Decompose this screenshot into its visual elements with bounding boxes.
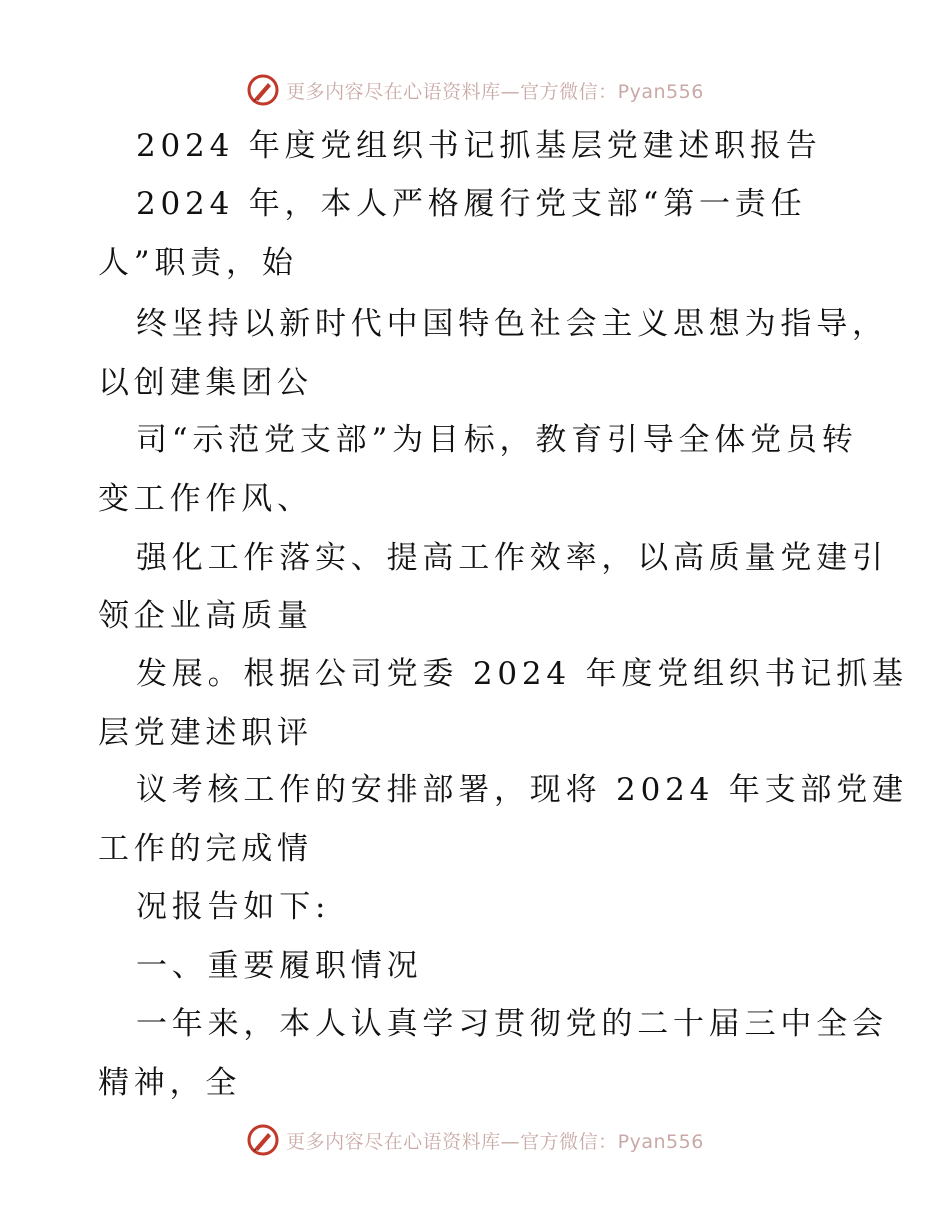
paragraph-line: 司“示范党支部”为目标，教育引导全体党员转: [136, 422, 858, 458]
paragraph-line: 强化工作落实、提高工作效率，以高质量党建引: [136, 540, 888, 576]
paragraph-line: 精神，全: [98, 1065, 242, 1101]
paragraph-line: 况报告如下:: [136, 889, 331, 925]
paragraph-line: 人”职责，始: [98, 245, 298, 281]
paragraph-line: 以创建集团公: [98, 365, 313, 401]
paragraph-line: 发展。根据公司党委 2024 年度党组织书记抓基: [136, 656, 908, 692]
watermark-text: 更多内容尽在心语资料库—官方微信：Pyan556: [286, 1130, 704, 1153]
document-title: 2024 年度党组织书记抓基层党建述职报告: [136, 128, 822, 164]
paragraph-line: 议考核工作的安排部署，现将 2024 年支部党建: [136, 772, 908, 808]
pen-logo-icon: [246, 73, 280, 107]
watermark-footer: [0, 1120, 950, 1160]
pen-logo-icon: [246, 1123, 280, 1157]
paragraph-line: 2024 年，本人严格履行党支部“第一责任: [136, 186, 807, 222]
section-heading: 一、重要履职情况: [136, 948, 423, 984]
paragraph-line: 层党建述职评: [98, 715, 313, 751]
paragraph-line: 变工作作风、: [98, 481, 313, 517]
paragraph-line: 领企业高质量: [98, 598, 313, 634]
paragraph-line: 终坚持以新时代中国特色社会主义思想为指导，: [136, 306, 888, 342]
watermark-text: 更多内容尽在心语资料库—官方微信：Pyan556: [286, 80, 704, 103]
paragraph-line: 工作的完成情: [98, 831, 313, 867]
paragraph-line: 一年来，本人认真学习贯彻党的二十届三中全会: [136, 1006, 888, 1042]
watermark-header: [0, 70, 950, 110]
